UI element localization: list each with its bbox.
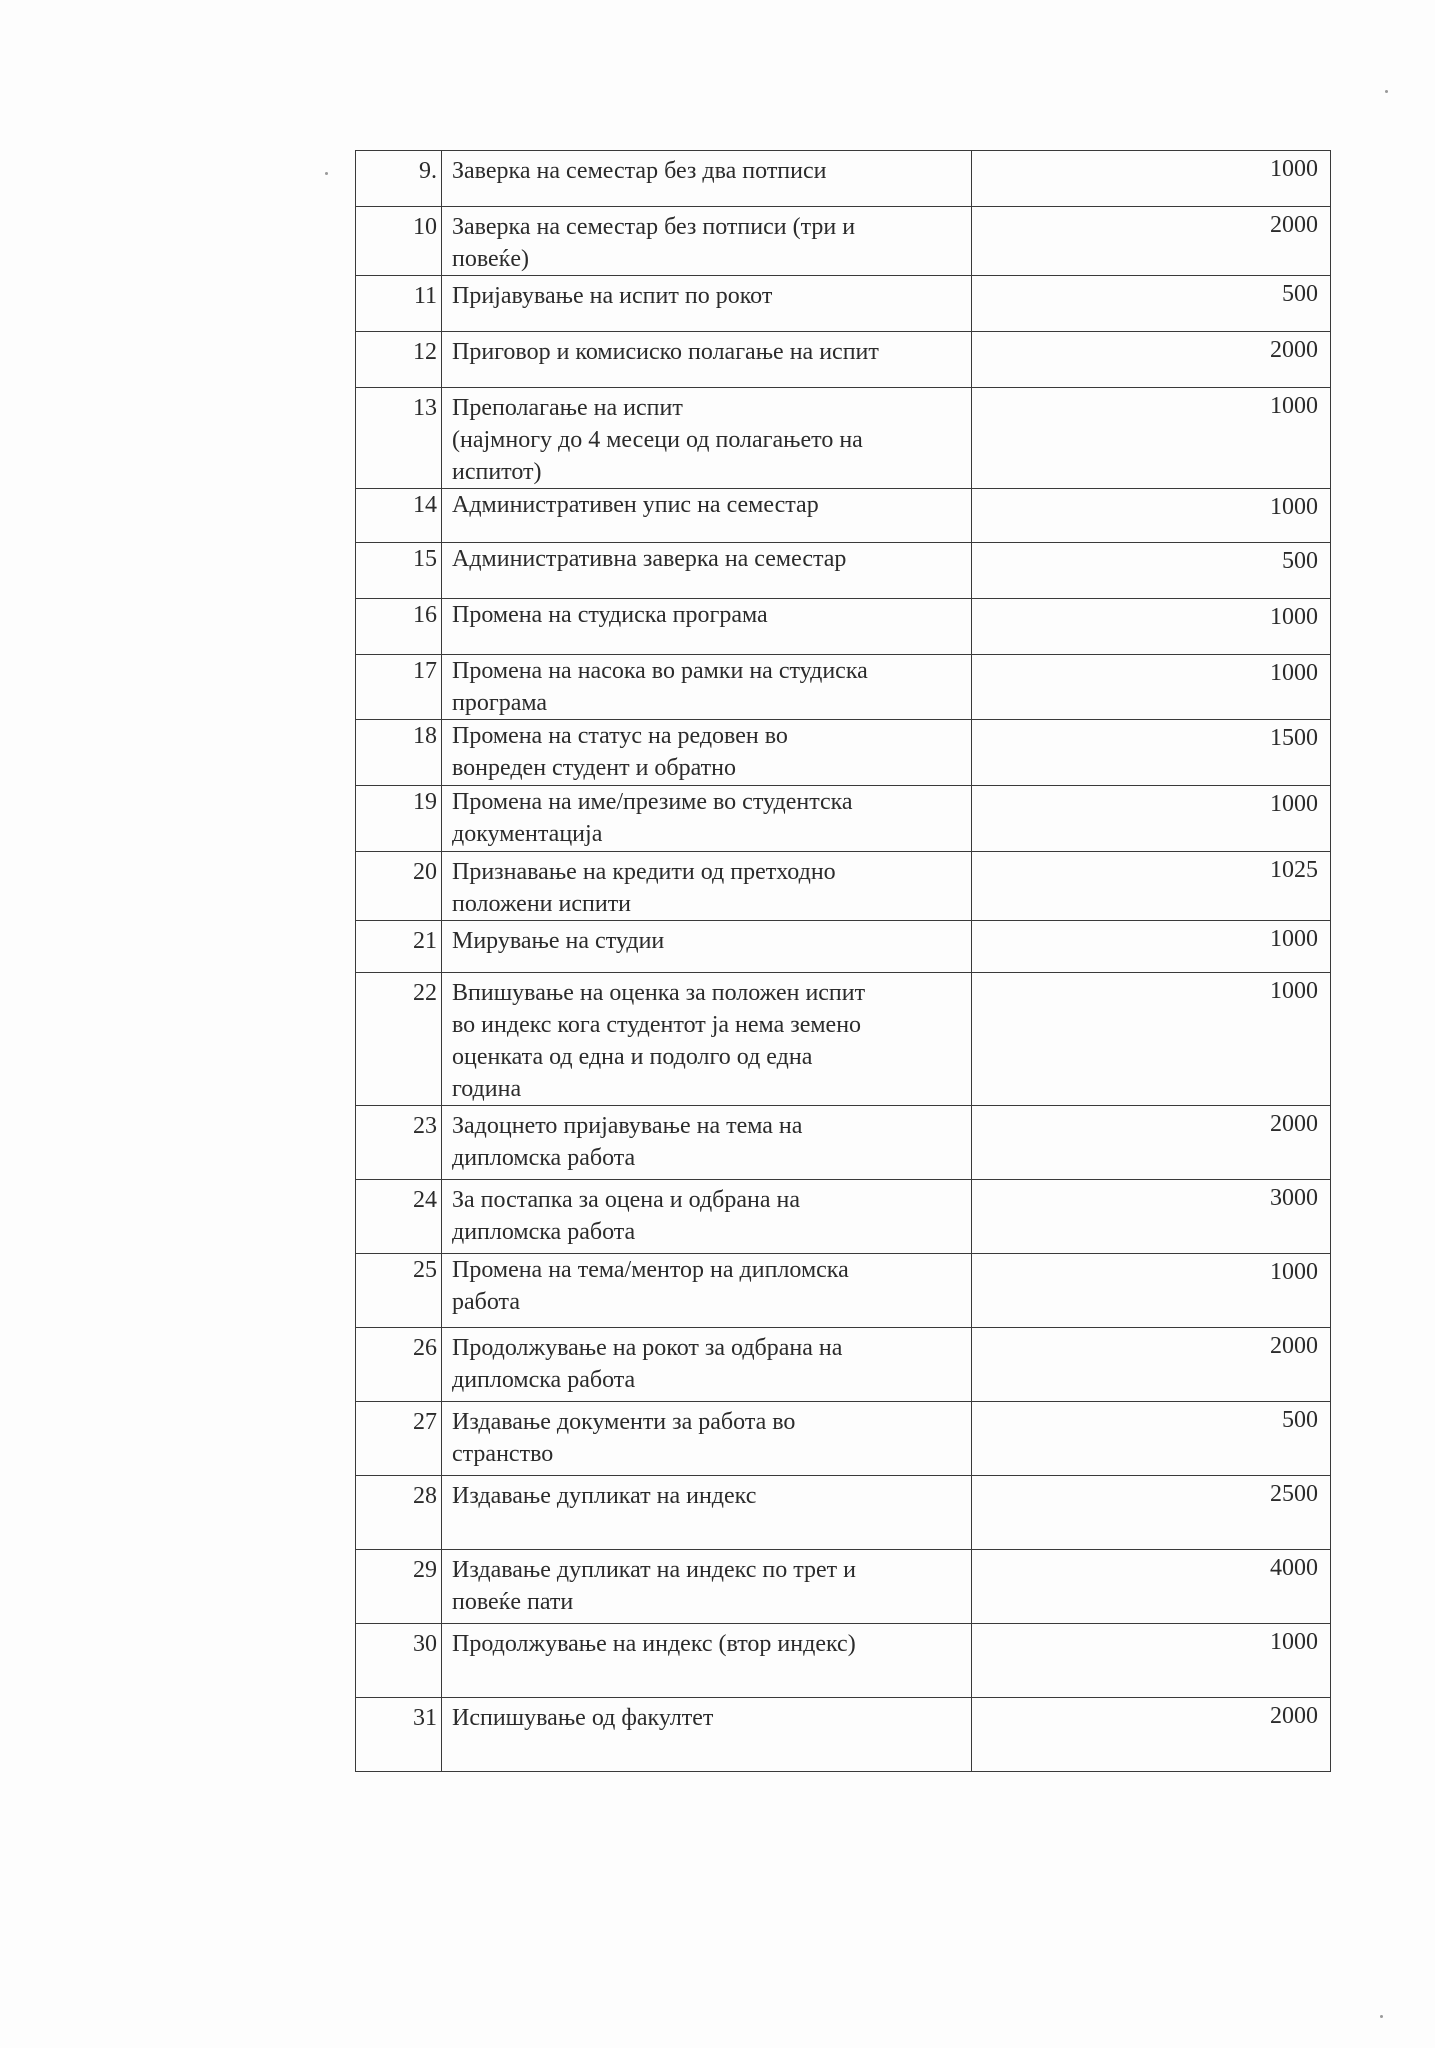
description-line: повеќе пати bbox=[452, 1589, 574, 1615]
table-row bbox=[356, 599, 1331, 655]
fee-description bbox=[442, 276, 972, 332]
row-number: 16 bbox=[356, 599, 442, 655]
fee-amount: 1500 bbox=[972, 720, 1331, 786]
fee-amount: 2000 bbox=[972, 1698, 1331, 1772]
description-line: Промена на студиска програма bbox=[452, 602, 768, 628]
row-number: 25 bbox=[356, 1254, 442, 1328]
scan-speck bbox=[325, 172, 328, 175]
fee-amount: 1000 bbox=[972, 973, 1331, 1106]
scan-speck bbox=[1385, 90, 1388, 93]
description-line: Приговор и комисиско полагање на испит bbox=[452, 339, 879, 365]
description-line: Продолжување на индекс (втор индекс) bbox=[452, 1631, 856, 1657]
description-line: вонреден студент и обратно bbox=[452, 755, 736, 781]
fee-description bbox=[442, 489, 972, 543]
row-number: 30 bbox=[356, 1624, 442, 1698]
row-number: 18 bbox=[356, 720, 442, 786]
fee-amount: 1000 bbox=[972, 388, 1331, 489]
table-row bbox=[356, 1328, 1331, 1402]
row-number: 11 bbox=[356, 276, 442, 332]
fee-description bbox=[442, 207, 972, 276]
fee-description bbox=[442, 332, 972, 388]
row-number: 15 bbox=[356, 543, 442, 599]
table-row bbox=[356, 1254, 1331, 1328]
table-row bbox=[356, 388, 1331, 489]
description-line: година bbox=[452, 1076, 522, 1102]
fee-amount: 1000 bbox=[972, 1624, 1331, 1698]
description-line: испитот) bbox=[452, 459, 542, 485]
fee-description bbox=[442, 388, 972, 489]
table-row bbox=[356, 921, 1331, 973]
description-line: Издавање дупликат на индекс bbox=[452, 1483, 757, 1509]
table-row bbox=[356, 1698, 1331, 1772]
fee-description bbox=[442, 1254, 972, 1328]
description-line: Признавање на кредити од претходно bbox=[452, 859, 836, 885]
description-line: документација bbox=[452, 821, 603, 847]
fee-description bbox=[442, 1550, 972, 1624]
description-line: дипломска работа bbox=[452, 1367, 636, 1393]
fee-amount: 1000 bbox=[972, 786, 1331, 852]
table-row bbox=[356, 1402, 1331, 1476]
description-line: Промена на име/презиме во студентска bbox=[452, 789, 853, 815]
fee-description bbox=[442, 1476, 972, 1550]
description-line: дипломска работа bbox=[452, 1219, 636, 1245]
description-line: Мирување на студии bbox=[452, 928, 665, 954]
table-row bbox=[356, 973, 1331, 1106]
table-row bbox=[356, 1624, 1331, 1698]
fee-amount: 500 bbox=[972, 276, 1331, 332]
fee-description bbox=[442, 1180, 972, 1254]
row-number: 29 bbox=[356, 1550, 442, 1624]
description-line: Задоцнето пријавување на тема на bbox=[452, 1113, 803, 1139]
fee-description bbox=[442, 1624, 972, 1698]
fee-description bbox=[442, 1402, 972, 1476]
fees-table bbox=[355, 150, 1331, 1772]
fee-description bbox=[442, 852, 972, 921]
fee-amount: 2500 bbox=[972, 1476, 1331, 1550]
row-number: 20 bbox=[356, 852, 442, 921]
description-line: дипломска работа bbox=[452, 1145, 636, 1171]
table-row bbox=[356, 207, 1331, 276]
description-line: странство bbox=[452, 1441, 554, 1467]
fee-description bbox=[442, 720, 972, 786]
fee-amount: 500 bbox=[972, 1402, 1331, 1476]
fee-amount: 1000 bbox=[972, 921, 1331, 973]
fee-description bbox=[442, 1698, 972, 1772]
table-row bbox=[356, 276, 1331, 332]
fee-amount: 2000 bbox=[972, 1106, 1331, 1180]
fee-description bbox=[442, 151, 972, 207]
row-number: 23 bbox=[356, 1106, 442, 1180]
description-line: положени испити bbox=[452, 891, 632, 917]
fee-amount: 3000 bbox=[972, 1180, 1331, 1254]
fee-description bbox=[442, 786, 972, 852]
table-row bbox=[356, 332, 1331, 388]
fee-amount: 1000 bbox=[972, 1254, 1331, 1328]
description-line: Пријавување на испит по рокот bbox=[452, 283, 773, 309]
row-number: 22 bbox=[356, 973, 442, 1106]
row-number: 9. bbox=[356, 151, 442, 207]
fee-description bbox=[442, 599, 972, 655]
table-row bbox=[356, 852, 1331, 921]
description-line: Продолжување на рокот за одбрана на bbox=[452, 1335, 843, 1361]
description-line: Впишување на оценка за положен испит bbox=[452, 980, 866, 1006]
table-row bbox=[356, 786, 1331, 852]
fee-description bbox=[442, 1106, 972, 1180]
row-number: 21 bbox=[356, 921, 442, 973]
row-number: 31 bbox=[356, 1698, 442, 1772]
description-line: Административна заверка на семестар bbox=[452, 546, 847, 572]
fee-amount: 1000 bbox=[972, 151, 1331, 207]
fee-amount: 2000 bbox=[972, 1328, 1331, 1402]
fees-table-body bbox=[356, 151, 1331, 1772]
fee-amount: 500 bbox=[972, 543, 1331, 599]
description-line: работа bbox=[452, 1289, 520, 1315]
table-row bbox=[356, 1106, 1331, 1180]
row-number: 27 bbox=[356, 1402, 442, 1476]
row-number: 28 bbox=[356, 1476, 442, 1550]
table-row bbox=[356, 1550, 1331, 1624]
row-number: 19 bbox=[356, 786, 442, 852]
fee-amount: 1000 bbox=[972, 655, 1331, 720]
fee-description bbox=[442, 1328, 972, 1402]
fee-description bbox=[442, 973, 972, 1106]
description-line: повеќе) bbox=[452, 246, 529, 272]
fee-description bbox=[442, 543, 972, 599]
fee-amount: 1000 bbox=[972, 489, 1331, 543]
fee-amount: 1000 bbox=[972, 599, 1331, 655]
description-line: Промена на статус на редовен во bbox=[452, 723, 788, 749]
table-row bbox=[356, 655, 1331, 720]
fee-amount: 4000 bbox=[972, 1550, 1331, 1624]
table-row bbox=[356, 720, 1331, 786]
description-line: Издавање дупликат на индекс по трет и bbox=[452, 1557, 856, 1583]
description-line: (најмногу до 4 месеци од полагањето на bbox=[452, 427, 863, 453]
description-line: Издавање документи за работа во bbox=[452, 1409, 796, 1435]
description-line: Преполагање на испит bbox=[452, 395, 683, 421]
description-line: Промена на тема/ментор на дипломска bbox=[452, 1257, 849, 1283]
description-line: Испишување од факултет bbox=[452, 1705, 714, 1731]
description-line: Заверка на семестар без потписи (три и bbox=[452, 214, 856, 240]
table-row bbox=[356, 151, 1331, 207]
row-number: 24 bbox=[356, 1180, 442, 1254]
description-line: Промена на насока во рамки на студиска bbox=[452, 658, 868, 684]
row-number: 13 bbox=[356, 388, 442, 489]
description-line: програма bbox=[452, 690, 548, 716]
fee-amount: 2000 bbox=[972, 207, 1331, 276]
fee-amount: 1025 bbox=[972, 852, 1331, 921]
description-line: За постапка за оцена и одбрана на bbox=[452, 1187, 801, 1213]
description-line: Административен упис на семестар bbox=[452, 492, 819, 518]
row-number: 14 bbox=[356, 489, 442, 543]
table-row bbox=[356, 1180, 1331, 1254]
table-row bbox=[356, 489, 1331, 543]
table-row bbox=[356, 1476, 1331, 1550]
row-number: 12 bbox=[356, 332, 442, 388]
fee-amount: 2000 bbox=[972, 332, 1331, 388]
description-line: во индекс кога студентот ја нема земено bbox=[452, 1012, 862, 1038]
row-number: 26 bbox=[356, 1328, 442, 1402]
row-number: 17 bbox=[356, 655, 442, 720]
fee-description bbox=[442, 921, 972, 973]
scan-speck bbox=[1380, 2015, 1383, 2018]
row-number: 10 bbox=[356, 207, 442, 276]
table-row bbox=[356, 543, 1331, 599]
description-line: Заверка на семестар без два потписи bbox=[452, 158, 827, 184]
description-line: оценката од една и подолго од една bbox=[452, 1044, 813, 1070]
fee-description bbox=[442, 655, 972, 720]
